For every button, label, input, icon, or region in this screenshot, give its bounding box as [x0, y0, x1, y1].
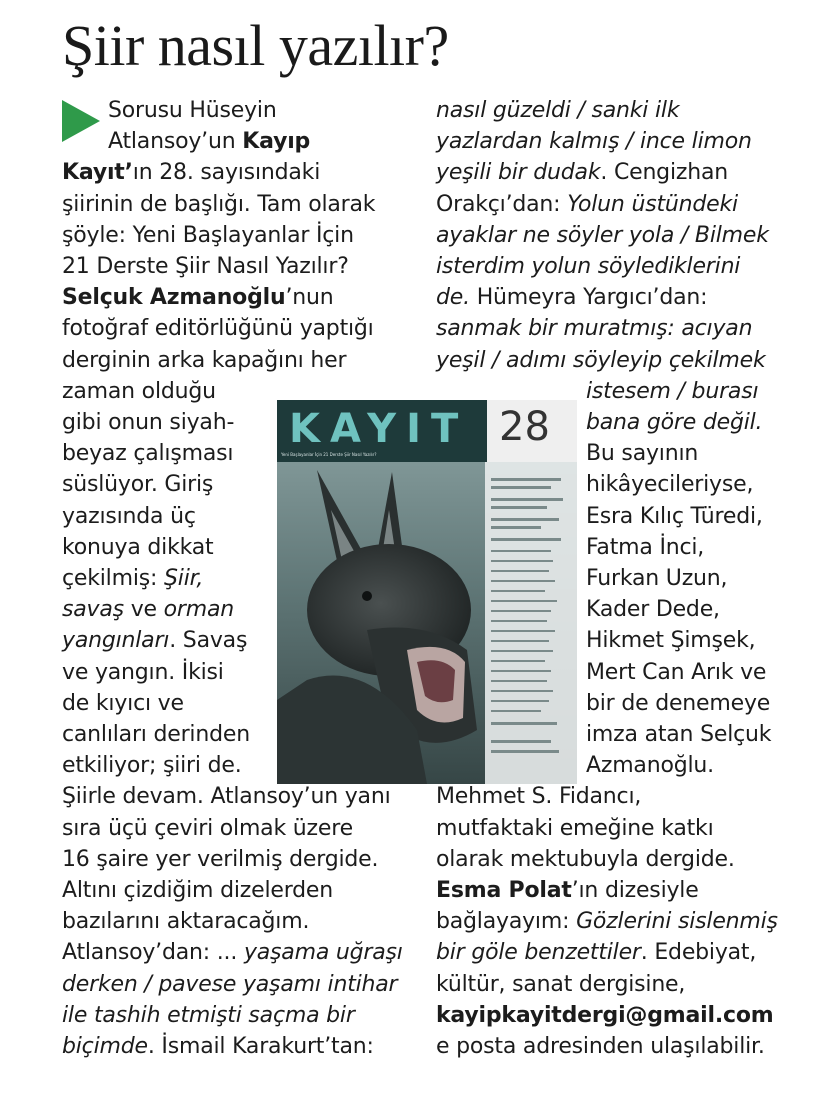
text-run: bazılarını aktaracağım. — [62, 909, 310, 935]
text-run: etkiliyor; şiiri de. — [62, 753, 242, 779]
text-run: olarak mektubuyla dergide. — [436, 846, 735, 872]
text-line — [108, 127, 310, 157]
text-run: gibi onun siyah- — [62, 410, 235, 435]
text-run: savaş — [62, 597, 124, 623]
text-line — [436, 938, 756, 968]
text-line — [62, 720, 250, 750]
text-run: bana göre değil. — [586, 410, 763, 435]
text-line — [62, 907, 309, 937]
text-run: Furkan Uzun, — [586, 566, 728, 591]
article-title: Şiir nasıl yazılır? — [62, 13, 449, 78]
green-arrow-icon — [62, 100, 100, 142]
text-line — [436, 845, 735, 875]
text-run: Kayıp — [242, 129, 311, 155]
text-line — [62, 658, 224, 688]
text-line — [62, 626, 247, 656]
text-run: ve — [123, 597, 164, 623]
text-line — [62, 314, 374, 344]
text-run: beyaz çalışması — [62, 441, 234, 467]
text-line — [436, 283, 707, 313]
text-run: isterdim yolun söylediklerini — [436, 254, 741, 279]
text-run: Mert Can Arık ve — [586, 659, 767, 685]
text-run: de. — [436, 285, 470, 311]
text-line — [586, 658, 766, 688]
text-run: konuya dikkat — [62, 534, 214, 560]
text-run: Şiirle devam. Atlansoy’un yanı — [62, 784, 391, 810]
text-line — [436, 346, 766, 376]
text-run: istesem / burası — [586, 378, 759, 404]
text-run: ’ın dizesiyle — [571, 878, 699, 903]
cover-subtitle: Yeni Başlayanlar İçin 21 Derste Şiir Nasıl Yazılır? — [281, 452, 377, 457]
text-run: Selçuk Azmanoğlu — [62, 285, 286, 311]
text-run: . İsmail Karakurt’tan: — [147, 1034, 374, 1059]
text-run: Sorusu Hüseyin — [108, 98, 277, 123]
text-run: nasıl güzeldi / sanki ilk — [436, 98, 680, 123]
text-run: canlıları derinden — [62, 722, 250, 747]
text-run: Kader Dede, — [586, 597, 720, 623]
text-run: Gözlerini sislenmiş — [576, 909, 778, 935]
text-run: Bu sayının — [586, 441, 699, 467]
text-line — [62, 751, 242, 781]
cover-issue: 28 — [499, 404, 550, 450]
text-line — [62, 283, 333, 313]
text-run: Mehmet S. Fidancı, — [436, 784, 642, 810]
text-run: bir de denemeye — [586, 690, 771, 716]
text-run: kültür, sanat dergisine, — [436, 971, 686, 997]
text-run: 16 şaire yer verilmiş dergide. — [62, 846, 379, 872]
text-run: süslüyor. Giriş — [62, 472, 214, 498]
text-run: çekilmiş: — [62, 566, 165, 591]
text-run: biçimde — [62, 1034, 148, 1059]
text-line — [436, 1001, 773, 1031]
text-run: sanmak bir muratmış: acıyan — [436, 316, 753, 342]
text-run: 21 Derste Şiir Nasıl Yazılır? — [62, 254, 349, 279]
text-run: e posta adresinden ulaşılabilir. — [436, 1034, 765, 1059]
text-line — [62, 533, 213, 563]
text-run: Esma Polat — [436, 878, 572, 903]
text-run: ve yangın. İkisi — [62, 659, 224, 685]
text-line — [62, 252, 349, 282]
magazine-cover — [277, 400, 577, 784]
cover-brand: KAYIT — [289, 406, 469, 452]
text-line — [62, 377, 216, 407]
text-run: bağlayayım: — [436, 909, 577, 935]
text-run: derken / pavese yaşamı intihar — [62, 971, 398, 997]
text-line — [436, 158, 728, 188]
text-line — [586, 751, 714, 781]
text-run: yazısında üç — [62, 503, 196, 529]
text-run: yazlardan kalmış / ince limon — [436, 129, 752, 155]
text-line — [436, 907, 778, 937]
text-line — [62, 564, 203, 594]
text-line — [586, 533, 704, 563]
text-run: zaman olduğu — [62, 378, 216, 404]
text-line — [62, 470, 213, 500]
text-line — [62, 814, 353, 844]
text-line — [62, 408, 234, 438]
text-run: Kayıt’ — [62, 160, 133, 186]
text-line — [436, 1032, 765, 1062]
text-run: Hikmet Şimşek, — [586, 628, 756, 654]
text-run: ayaklar ne söyler yola / Bilmek — [436, 222, 769, 248]
text-line — [62, 782, 391, 812]
text-run: Yolun üstündeki — [567, 191, 738, 217]
text-run: yeşil / adımı söyleyip çekilmek — [436, 347, 766, 373]
text-line — [586, 720, 771, 750]
text-run: Fatma İnci, — [586, 534, 705, 560]
text-line — [586, 595, 720, 625]
text-line — [586, 564, 727, 594]
text-line — [62, 1032, 374, 1062]
text-run: Şiir, — [164, 566, 204, 591]
text-run: Azmanoğlu. — [586, 753, 714, 779]
text-run: yaşama uğraşı — [243, 940, 403, 966]
text-run: bir göle benzettiler — [436, 940, 641, 966]
text-run: Esra Kılıç Türedi, — [586, 503, 763, 529]
text-run: sıra üçü çeviri olmak üzere — [62, 815, 353, 841]
text-line — [586, 689, 770, 719]
text-line — [436, 127, 752, 157]
text-line — [436, 190, 738, 220]
text-line — [62, 876, 333, 906]
text-line — [62, 970, 397, 1000]
text-run: hikâyecileriyse, — [586, 472, 754, 498]
text-line — [586, 377, 758, 407]
text-line — [62, 346, 346, 376]
text-run: derginin arka kapağını her — [62, 347, 347, 373]
text-run: . Savaş — [169, 628, 248, 654]
text-run: ın 28. sayısındaki — [132, 160, 321, 186]
donkey-photo — [277, 400, 577, 784]
text-line — [62, 439, 233, 469]
text-line — [62, 845, 378, 875]
text-line — [62, 1001, 355, 1031]
text-line — [586, 626, 755, 656]
text-line — [62, 190, 375, 220]
text-run: Altını çizdiğim dizelerden — [62, 878, 333, 903]
text-line — [586, 408, 762, 438]
text-line — [586, 502, 763, 532]
text-line — [436, 876, 699, 906]
text-run: . Edebiyat, — [640, 940, 757, 966]
text-run: ile tashih etmişti saçma bir — [62, 1002, 355, 1028]
text-run: de kıyıcı ve — [62, 690, 184, 716]
text-line — [586, 439, 698, 469]
text-run: Atlansoy’un — [108, 129, 243, 155]
text-line — [62, 158, 320, 188]
text-line — [436, 221, 769, 251]
text-run: yangınları — [62, 628, 170, 654]
text-run: orman — [163, 597, 235, 623]
text-run: Hümeyra Yargıcı’dan: — [469, 285, 708, 311]
text-line — [436, 96, 679, 126]
text-line — [108, 96, 277, 126]
text-run: fotoğraf editörlüğünü yaptığı — [62, 316, 374, 342]
text-line — [62, 502, 196, 532]
text-line — [436, 314, 752, 344]
text-line — [586, 470, 753, 500]
text-line — [436, 252, 740, 282]
text-run: imza atan Selçuk — [586, 722, 772, 747]
text-run: mutfaktaki emeğine katkı — [436, 815, 714, 841]
text-run: şiirinin de başlığı. Tam olarak — [62, 191, 376, 217]
text-run: . Cengizhan — [600, 160, 728, 186]
text-line — [62, 595, 234, 625]
text-line — [436, 782, 641, 812]
text-run: kayipkayitdergi@gmail.com — [436, 1002, 774, 1028]
text-run: şöyle: Yeni Başlayanlar İçin — [62, 222, 354, 248]
text-run: Atlansoy’dan: ... — [62, 940, 244, 966]
text-run: ’nun — [285, 285, 334, 311]
text-line — [62, 689, 184, 719]
text-run: yeşili bir dudak — [436, 160, 601, 186]
text-run: Orakçı’dan: — [436, 191, 568, 217]
text-line — [62, 938, 403, 968]
text-line — [436, 814, 713, 844]
text-line — [62, 221, 354, 251]
text-line — [436, 970, 685, 1000]
